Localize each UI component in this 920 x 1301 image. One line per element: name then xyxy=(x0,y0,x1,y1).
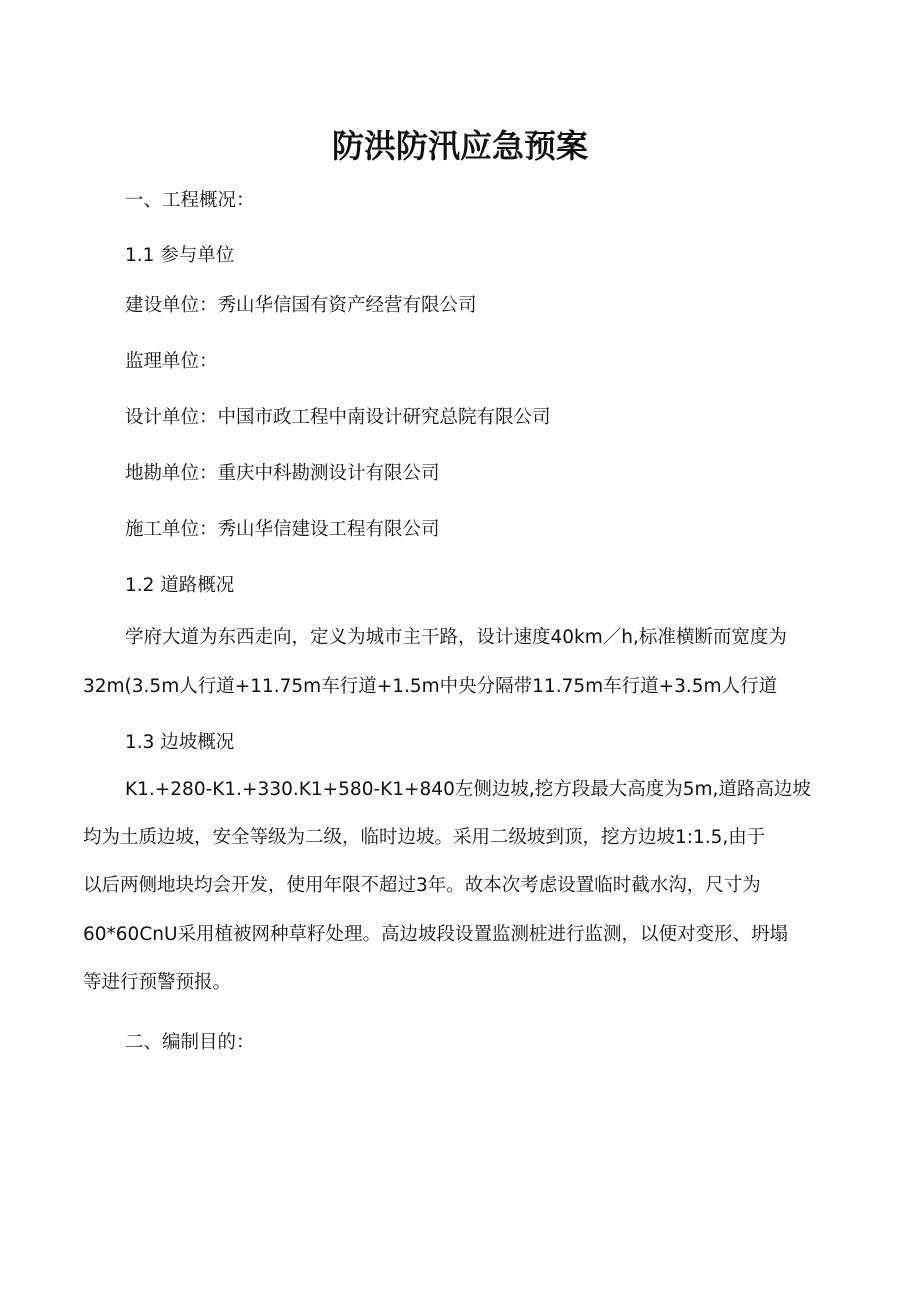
surveyor-unit-line: 地勘单位：重庆中科勘测设计有限公司 xyxy=(125,463,440,484)
section-1-2-heading: 1.2 道路概况 xyxy=(125,575,235,596)
contractor-unit-line: 施工单位：秀山华信建设工程有限公司 xyxy=(125,519,440,540)
section-1-heading: 一、工程概况： xyxy=(125,190,255,211)
owner-unit-line: 建设单位：秀山华信国有资产经营有限公司 xyxy=(125,295,477,316)
supervisor-unit-line: 监理单位： xyxy=(125,351,218,372)
slope-paragraph-line: 60*60CnU采用植被网种草籽处理。高边坡段设置监测桩进行监测，以便对变形、坍塌 xyxy=(83,924,789,945)
slope-paragraph-line: K1.+280-K1.+330.K1+580-K1+840左侧边坡,挖方段最大高度为5m,道路高边坡 xyxy=(125,779,811,800)
section-1-1-heading: 1.1 参与单位 xyxy=(125,245,235,266)
section-2-heading: 二、编制目的： xyxy=(125,1032,255,1053)
slope-paragraph-line: 等进行预警预报。 xyxy=(83,972,232,993)
road-paragraph-line: 32m(3.5m人行道+11.75m车行道+1.5m中央分隔带11.75m车行道+3.5m人行道 xyxy=(83,676,778,697)
section-1-3-heading: 1.3 边坡概况 xyxy=(125,732,235,753)
slope-paragraph-line: 以后两侧地块均会开发，使用年限不超过3年。故本次考虑设置临时截水沟，尺寸为 xyxy=(83,875,761,896)
slope-paragraph-line: 均为土质边坡，安全等级为二级，临时边坡。采用二级坡到顶，挖方边坡1:1.5,由于 xyxy=(83,827,766,848)
road-paragraph-line: 学府大道为东西走向，定义为城市主干路，设计速度40km／h,标准横断而宽度为 xyxy=(125,627,787,648)
designer-unit-line: 设计单位：中国市政工程中南设计研究总院有限公司 xyxy=(125,407,551,428)
document-title: 防洪防汛应急预案 xyxy=(331,127,588,165)
